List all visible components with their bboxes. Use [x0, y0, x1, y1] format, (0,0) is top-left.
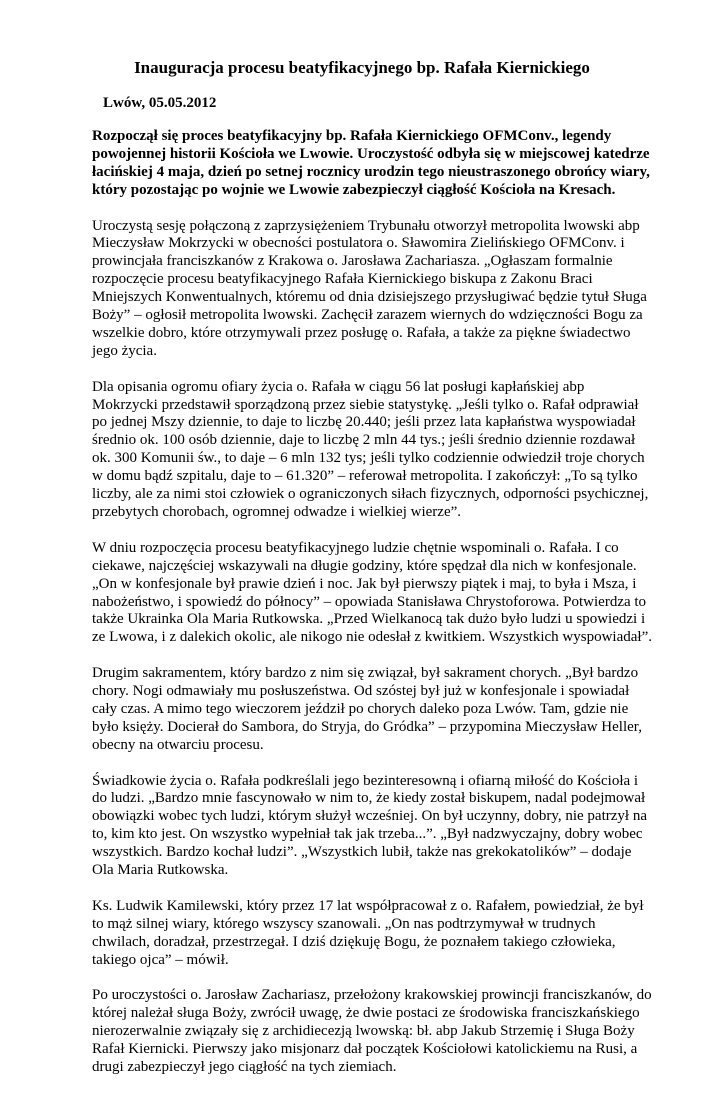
article-paragraph: Świadkowie życia o. Rafała podkreślali jego bezinteresowną i ofiarną miłość do Kościoła i do ludzi. „Bardzo mnie fascynowało w nim to, że kiedy został biskupem, nadal podejmował obowiązki wobec tych ludzi, którym służył wcześniej. On był uczynny, dobry, nie patrzył na to, kim kto jest. On wszystko wypełniał tak jak trzeba...”. „Był nadzwyczajny, dobry wobec wszystkich. Bardzo kochał ludzi”. „Wszystkich lubił, także nas grekokatolików” – dodaje Ola Maria Rutkowska.	[92, 772, 647, 879]
article-dateline: Lwów, 05.05.2012	[103, 95, 217, 111]
article-body	[92, 128, 652, 1095]
article-paragraph: Uroczystą sesję połączoną z zaprzysiężeniem Trybunału otworzył metropolita lwowski abp Mieczysław Mokrzycki w obecności postulatora o. Sławomira Zielińskiego OFMConv. i prowincjała franciszkanów z Krakowa o. Jarosława Zachariasza. „Ogłaszam formalnie rozpoczęcie procesu beatyfikacyjnego Rafała Kiernickiego biskupa z Zakonu Braci Mniejszych Konwentualnych, któremu od dnia dzisiejszego przysługiwać będzie tytuł Sługa Boży” – ogłosił metropolita lwowski. Zachęcił zarazem wiernych do wdzięczności Bogu za wszelkie dobro, które otrzymywali przez posługę o. Rafała, a także za piękne świadectwo jego życia.	[92, 217, 647, 359]
article-paragraph: Dla opisania ogromu ofiary życia o. Rafała w ciągu 56 lat posługi kapłańskiej abp Mokrzycki przedstawił sporządzoną przez siebie statystykę. „Jeśli tylko o. Rafał odprawiał po jednej Mszy dziennie, to daje to liczbę 20.440; jeśli przez lata kapłaństwa wyspowiadał średnio ok. 100 osób dziennie, daje to liczbę 2 mln 44 tys.; jeśli średnio dziennie rozdawał ok. 300 Komunii św., to daje – 6 mln 132 tys; jeśli tylko codziennie odwiedził troje chorych w domu bądź szpitalu, daje to – 61.320” – referował metropolita. I zakończył: „To są tylko liczby, ale za nimi stoi człowiek o ograniczonych siłach fizycznych, odporności psychicznej, przebytych chorobach, ogromnej odwadze i wielkiej wierze”.	[92, 378, 649, 520]
article-title: Inauguracja procesu beatyfikacyjnego bp. Rafała Kiernickiego	[134, 58, 590, 77]
article-lead: Rozpoczął się proces beatyfikacyjny bp. Rafała Kiernickiego OFMConv., legendy powojennej historii Kościoła we Lwowie. Uroczystość odbyła się w miejscowej katedrze łacińskiej 4 maja, dzień po setnej rocznicy urodzin tego nieustraszonego obrońcy wiary, który pozostając po wojnie we Lwowie zabezpieczył ciągłość Kościoła na Kresach.	[92, 128, 650, 198]
article-paragraph: Ks. Ludwik Kamilewski, który przez 17 lat współpracował z o. Rafałem, powiedział, że był to mąż silnej wiary, którego wszyscy szanowali. „On nas podtrzymywał w trudnych chwilach, doradzał, przestrzegał. I dziś dziękuję Bogu, że poznałem takiego człowieka, takiego ojca” – mówił.	[92, 897, 644, 968]
article-paragraph: W dniu rozpoczęcia procesu beatyfikacyjnego ludzie chętnie wspominali o. Rafała. I co ciekawe, najczęściej wskazywali na długie godziny, które spędzał dla nich w konfesjonale. „On w konfesjonale był prawie dzień i noc. Jak był pierwszy piątek i maj, to była i Msza, i nabożeństwo, i spowiedź do północy” – opowiada Stanisława Chrystoforowa. Potwierdza to także Ukrainka Ola Maria Rutkowska. „Przed Wielkanocą tak dużo było ludzi u spowiedzi i ze Lwowa, i z dalekich okolic, ale nikogo nie odesłał z kwitkiem. Wszystkich wyspowiadał”.	[92, 539, 652, 646]
article-paragraph: Drugim sakramentem, który bardzo z nim się związał, był sakrament chorych. „Był bardzo chory. Nogi odmawiały mu posłuszeństwa. Od szóstej był już w konfesjonale i spowiadał cały czas. A mimo tego wieczorem jeździł po chorych daleko poza Lwów. Tam, gdzie nie było księży. Docierał do Sambora, do Stryja, do Gródka” – przypomina Mieczysław Heller, obecny na otwarciu procesu.	[92, 665, 642, 753]
article-paragraph: Po uroczystości o. Jarosław Zachariasz, przełożony krakowskiej prowincji franciszkanów, do której należał sługa Boży, zwrócił uwagę, że dwie postaci ze środowiska franciszkańskiego nierozerwalnie związały się z archidiecezją lwowską: bł. abp Jakub Strzemię i Sługa Boży Rafał Kiernicki. Pierwszy jako misjonarz dał początek Kościołowi katolickiemu na Rusi, a drugi zabezpieczył jego ciągłość na tych ziemiach.	[92, 987, 652, 1076]
